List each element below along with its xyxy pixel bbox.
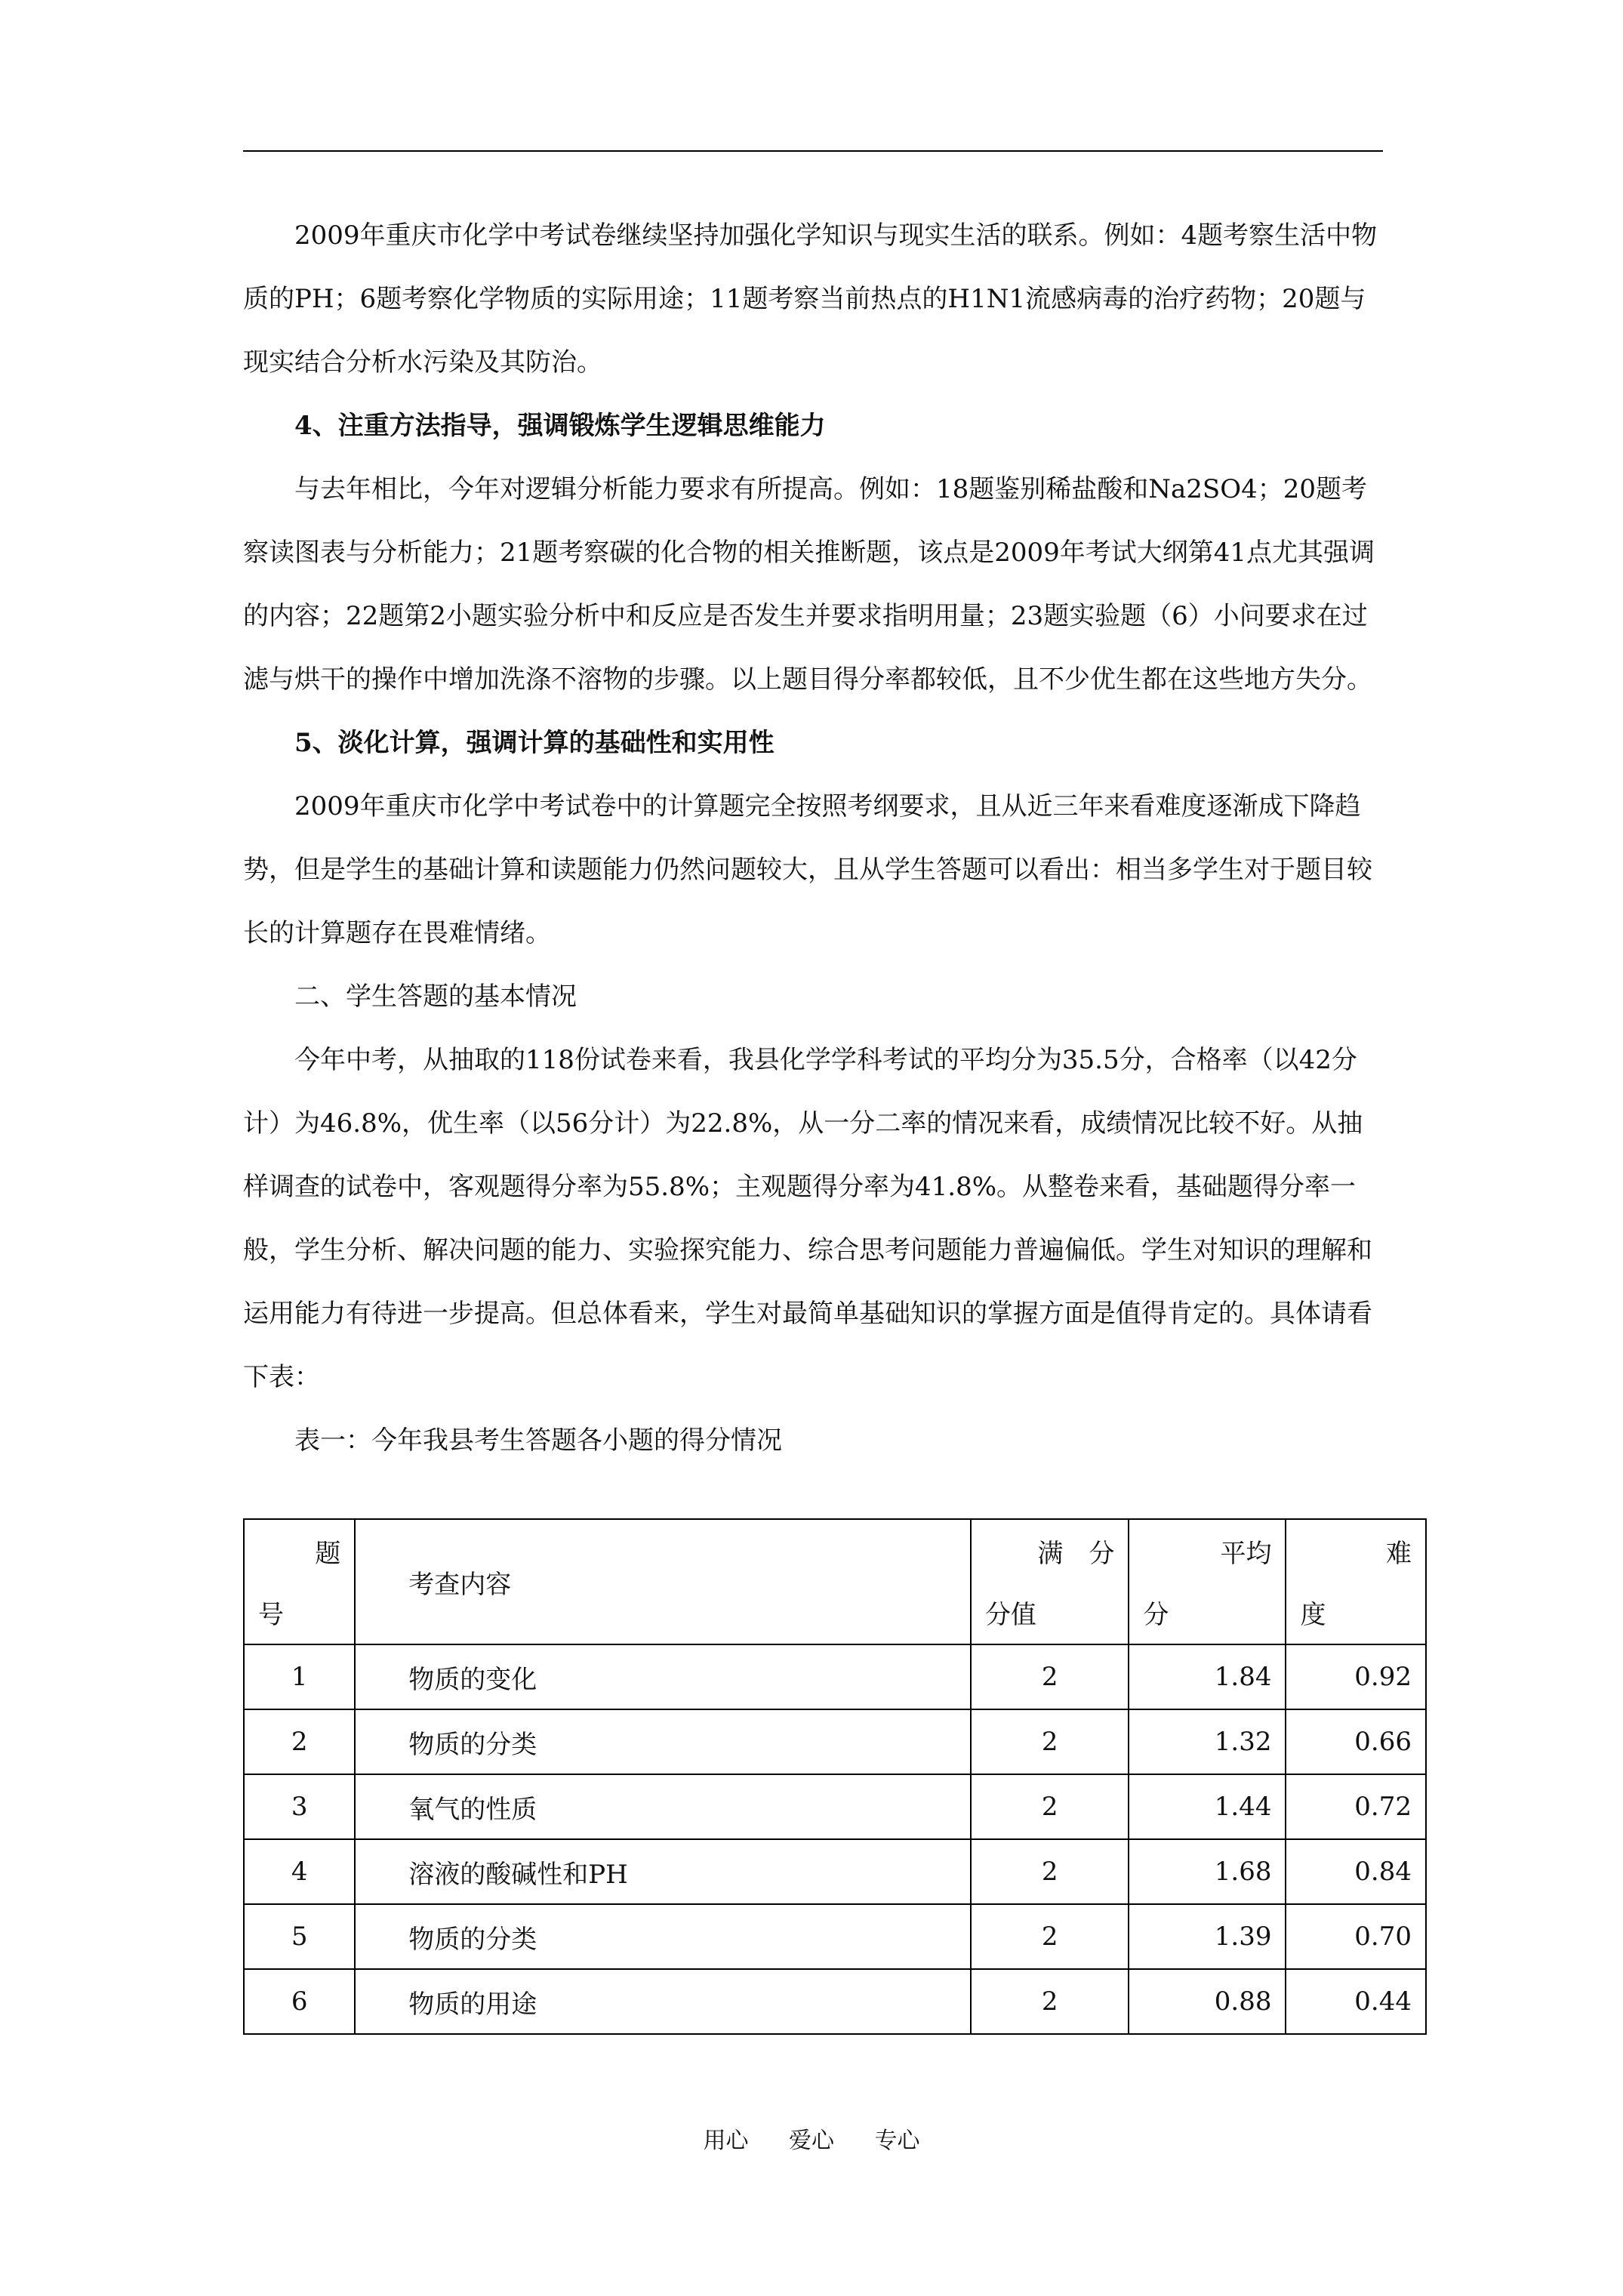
cell-average: 0.88 bbox=[1129, 1969, 1286, 2034]
heading-logic-thinking: 4、注重方法指导，强调锻炼学生逻辑思维能力 bbox=[294, 411, 826, 441]
paragraph-logic-examples: 与去年相比，今年对逻辑分析能力要求有所提高。例如：18题鉴别稀盐酸和Na2SO4；20题考察读图表与分析能力；21题考察碳的化合物的相关推断题，该点是2009年考试大纲第41点尤其强调的内容；22题第2小题实验分析中和反应是否发生并要求指明用量；23题实验题（6）小问要求在过滤与烘干的操作中增加洗涤不溶物的步骤。以上题目得分率都较低，且不少优生都在这些地方失分。 bbox=[243, 474, 1375, 695]
table-row bbox=[244, 1904, 1426, 1969]
cell-difficulty: 0.72 bbox=[1286, 1774, 1426, 1839]
cell-number: 1 bbox=[244, 1644, 355, 1709]
document-body bbox=[243, 204, 1383, 1472]
table-row bbox=[244, 1709, 1426, 1774]
table-row bbox=[244, 1644, 1426, 1709]
cell-difficulty: 0.44 bbox=[1286, 1969, 1426, 2034]
cell-average: 1.44 bbox=[1129, 1774, 1286, 1839]
footer-word: 爱心 bbox=[789, 2128, 834, 2154]
cell-full-score: 2 bbox=[971, 1904, 1129, 1969]
header-rule bbox=[243, 150, 1383, 152]
page-footer bbox=[0, 2122, 1623, 2155]
cell-content: 物质的分类 bbox=[355, 1709, 971, 1774]
cell-number: 2 bbox=[244, 1709, 355, 1774]
paragraph-calculation: 2009年重庆市化学中考试卷中的计算题完全按照考纲要求，且从近三年来看难度逐渐成下降趋势，但是学生的基础计算和读题能力仍然问题较大，且从学生答题可以看出：相当多学生对于题目较长的计算题存在畏难情绪。 bbox=[243, 791, 1372, 948]
footer-word: 专心 bbox=[874, 2128, 920, 2154]
cell-full-score: 2 bbox=[971, 1969, 1129, 2034]
paragraph-score-summary: 今年中考，从抽取的118份试卷来看，我县化学学科考试的平均分为35.5分，合格率（以42分计）为46.8%，优生率（以56分计）为22.8%，从一分二率的情况来看，成绩情况比较不好。从抽样调查的试卷中，客观题得分率为55.8%；主观题得分率为41.8%。从整卷来看，基础题得分率一般，学生分析、解决问题的能力、实验探究能力、综合思考问题能力普遍偏低。学生对知识的理解和运用能力有待进一步提高。但总体看来，学生对最简单基础知识的掌握方面是值得肯定的。具体请看下表： bbox=[243, 1045, 1372, 1392]
cell-content: 氧气的性质 bbox=[355, 1774, 971, 1839]
cell-difficulty: 0.92 bbox=[1286, 1644, 1426, 1709]
heading-calculation: 5、淡化计算，强调计算的基础性和实用性 bbox=[294, 728, 775, 758]
header-difficulty: 难 度 bbox=[1286, 1519, 1426, 1644]
cell-difficulty: 0.66 bbox=[1286, 1709, 1426, 1774]
cell-number: 4 bbox=[244, 1839, 355, 1904]
paragraph-real-life: 2009年重庆市化学中考试卷继续坚持加强化学知识与现实生活的联系。例如：4题考察生活中物质的PH；6题考察化学物质的实际用途；11题考察当前热点的H1N1流感病毒的治疗药物；20题与现实结合分析水污染及其防治。 bbox=[243, 220, 1378, 378]
footer-word: 用心 bbox=[703, 2128, 749, 2154]
cell-average: 1.39 bbox=[1129, 1904, 1286, 1969]
cell-full-score: 2 bbox=[971, 1839, 1129, 1904]
header-full-score: 满 分 分值 bbox=[971, 1519, 1129, 1644]
table-caption: 表一：今年我县考生答题各小题的得分情况 bbox=[294, 1425, 782, 1456]
cell-average: 1.84 bbox=[1129, 1644, 1286, 1709]
cell-number: 6 bbox=[244, 1969, 355, 2034]
cell-full-score: 2 bbox=[971, 1709, 1129, 1774]
cell-content: 溶液的酸碱性和PH bbox=[355, 1839, 971, 1904]
table-row bbox=[244, 1839, 1426, 1904]
cell-content: 物质的用途 bbox=[355, 1969, 971, 2034]
table-row bbox=[244, 1774, 1426, 1839]
score-table bbox=[243, 1518, 1427, 2035]
cell-number: 5 bbox=[244, 1904, 355, 1969]
cell-number: 3 bbox=[244, 1774, 355, 1839]
header-question-number: 题 号 bbox=[244, 1519, 355, 1644]
cell-content: 物质的变化 bbox=[355, 1644, 971, 1709]
cell-difficulty: 0.84 bbox=[1286, 1839, 1426, 1904]
table-row bbox=[244, 1969, 1426, 2034]
cell-content: 物质的分类 bbox=[355, 1904, 971, 1969]
cell-difficulty: 0.70 bbox=[1286, 1904, 1426, 1969]
header-average: 平均 分 bbox=[1129, 1519, 1286, 1644]
cell-average: 1.32 bbox=[1129, 1709, 1286, 1774]
header-content: 考查内容 bbox=[355, 1519, 971, 1644]
section-heading-answers: 二、学生答题的基本情况 bbox=[294, 982, 577, 1012]
cell-full-score: 2 bbox=[971, 1644, 1129, 1709]
cell-average: 1.68 bbox=[1129, 1839, 1286, 1904]
table-header-row bbox=[244, 1519, 1426, 1644]
cell-full-score: 2 bbox=[971, 1774, 1129, 1839]
